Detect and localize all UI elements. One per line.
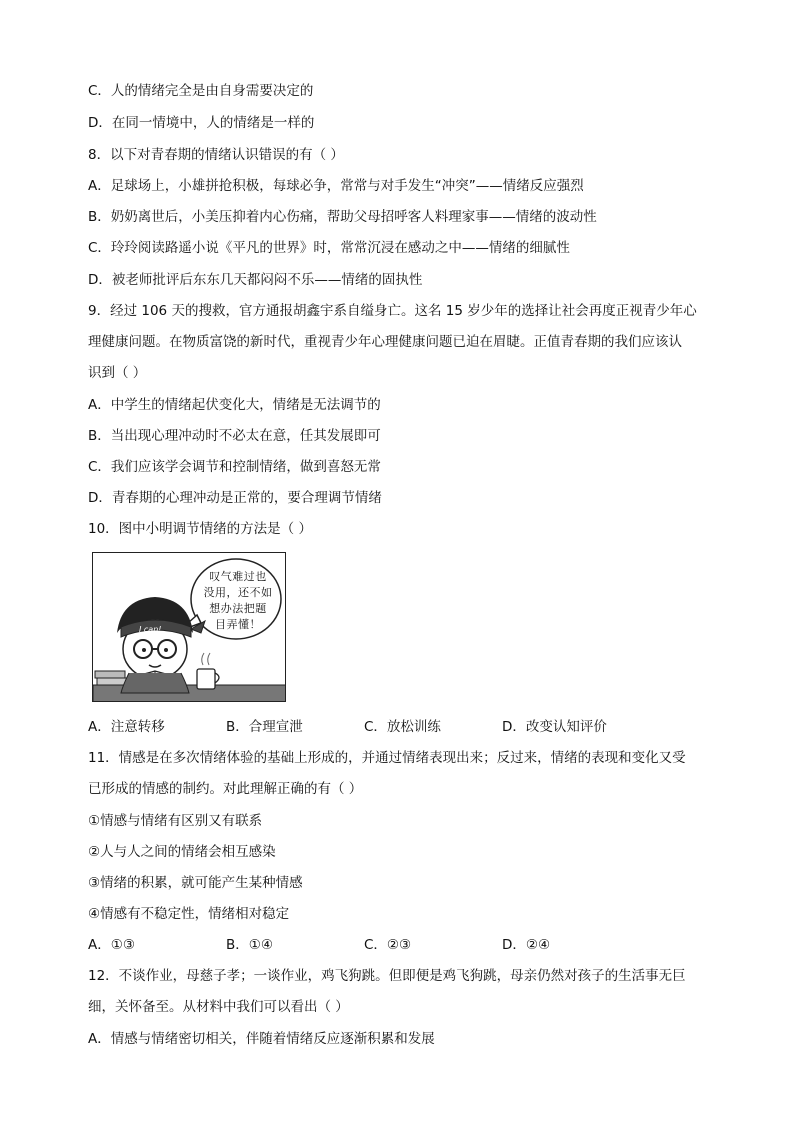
q10-option-b: B．合理宣泄: [226, 719, 303, 735]
q10-option-a: A．注意转移: [88, 719, 165, 735]
q8-option-b: B．奶奶离世后，小美压抑着内心伤痛，帮助父母招呼客人料理家事——情绪的波动性: [88, 209, 597, 225]
q10-stem: 10．图中小明调节情绪的方法是（ ）: [88, 521, 312, 537]
bubble-line-4: 目弄懂！: [215, 618, 261, 631]
comic-illustration: [92, 552, 286, 702]
headband-label: I can!: [139, 625, 162, 634]
q9-stem-line1: 9．经过 106 天的搜救，官方通报胡鑫宇系自缢身亡。这名 15 岁少年的选择让社会再度正视青少年心: [88, 303, 697, 319]
q10-option-d: D．改变认知评价: [502, 719, 607, 735]
q9-option-a: A．中学生的情绪起伏变化大，情绪是无法调节的: [88, 397, 381, 413]
q11-statement-1: ①情感与情绪有区别又有联系: [88, 813, 263, 829]
q8-stem: 8．以下对青春期的情绪认识错误的有（ ）: [88, 147, 344, 163]
q9-stem-line3: 识到（ ）: [88, 365, 147, 381]
q9-option-b: B．当出现心理冲动时不必太在意，任其发展即可: [88, 428, 381, 444]
q9-option-c: C．我们应该学会调节和控制情绪，做到喜怒无常: [88, 459, 381, 475]
q11-option-b: B．①④: [226, 937, 273, 953]
q10-options: [88, 718, 728, 736]
q8-option-a: A．足球场上，小雄拼抢积极，每球必争，常常与对手发生“冲突”——情绪反应强烈: [88, 178, 584, 194]
q12-stem-line1: 12．不谈作业，母慈子孝；一谈作业，鸡飞狗跳。但即便是鸡飞狗跳，母亲仍然对孩子的生活事无巨: [88, 968, 686, 984]
q11-option-d: D．②④: [502, 937, 551, 953]
q11-option-c: C．②③: [364, 937, 412, 953]
q11-statement-3: ③情绪的积累，就可能产生某种情感: [88, 875, 303, 891]
speech-bubble-text: [203, 569, 273, 633]
q12-option-a: A．情感与情绪密切相关，伴随着情绪反应逐渐积累和发展: [88, 1031, 435, 1047]
bubble-line-2: 没用，还不如: [203, 586, 273, 599]
q7-option-d: D．在同一情境中，人的情绪是一样的: [88, 115, 315, 131]
bubble-line-3: 想办法把题: [209, 602, 267, 615]
q7-option-c: C．人的情绪完全是由自身需要决定的: [88, 83, 314, 99]
q10-option-c: C．放松训练: [364, 719, 441, 735]
q12-stem-line2: 细，关怀备至。从材料中我们可以看出（ ）: [88, 999, 349, 1015]
q11-stem-line1: 11．情感是在多次情绪体验的基础上形成的，并通过情绪表现出来；反过来，情绪的表现和变化又受: [88, 750, 686, 766]
q11-statement-2: ②人与人之间的情绪会相互感染: [88, 844, 276, 860]
bubble-line-1: 叹气难过也: [209, 570, 267, 583]
q11-stem-line2: 已形成的情感的制约。对此理解正确的有（ ）: [88, 781, 363, 797]
q8-option-c: C．玲玲阅读路遥小说《平凡的世界》时，常常沉浸在感动之中——情绪的细腻性: [88, 240, 570, 256]
q11-statement-4: ④情感有不稳定性，情绪相对稳定: [88, 906, 290, 922]
q8-option-d: D．被老师批评后东东几天都闷闷不乐——情绪的固执性: [88, 272, 423, 288]
q11-option-a: A．①③: [88, 937, 135, 953]
q11-options: [88, 936, 728, 954]
q9-stem-line2: 理健康问题。在物质富饶的新时代，重视青少年心理健康问题已迫在眉睫。正值青春期的我们应该认: [88, 334, 682, 350]
q9-option-d: D．青春期的心理冲动是正常的，要合理调节情绪: [88, 490, 382, 506]
